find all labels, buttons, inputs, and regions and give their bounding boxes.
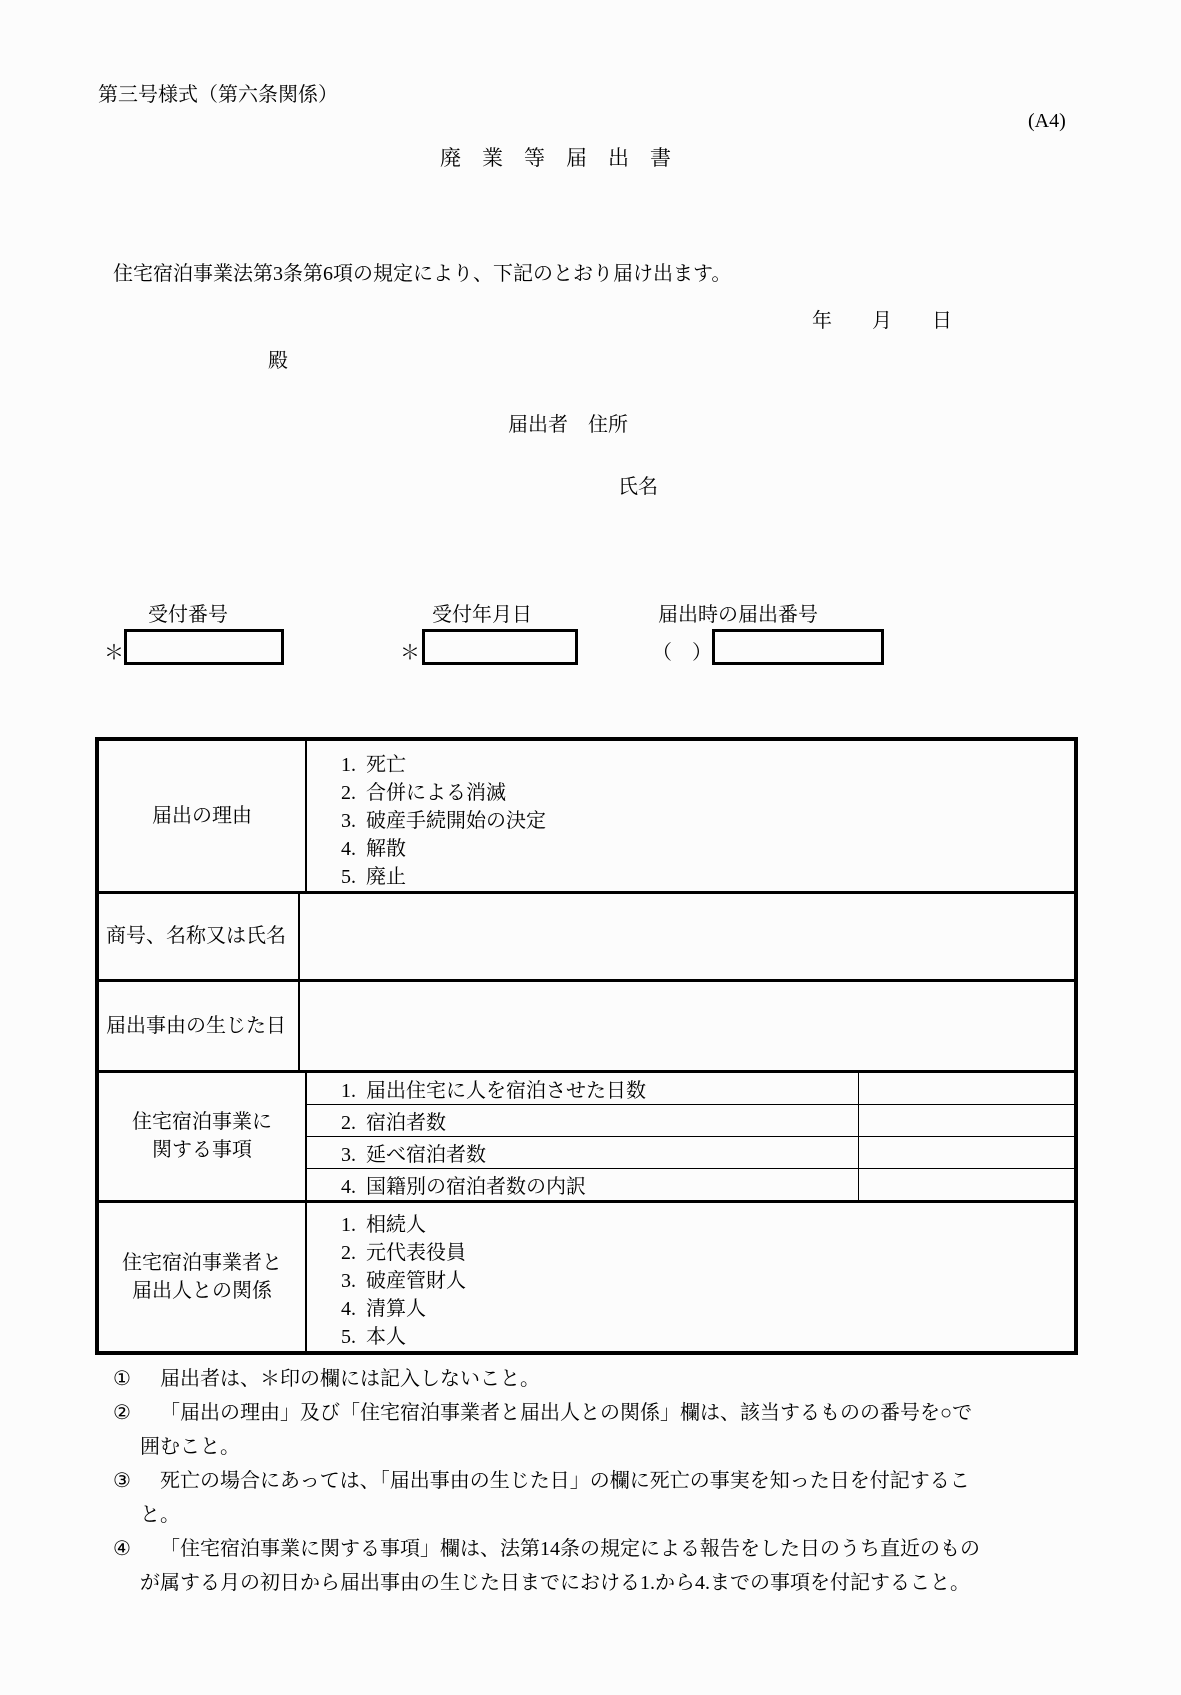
row-label-cause-date: 届出事由の生じた日 <box>99 982 300 1070</box>
note-3-marker: ③ <box>113 1470 131 1492</box>
reception-date-label: 受付年月日 <box>432 604 532 626</box>
relation-option-2[interactable]: 2. 元代表役員 <box>341 1242 466 1264</box>
reason-option-5[interactable]: 5. 廃止 <box>341 866 406 888</box>
relation-option-3[interactable]: 3. 破産管財人 <box>341 1270 466 1292</box>
row-label-lodging-matters-line2: 関する事項 <box>152 1139 252 1162</box>
row-label-lodging-matters-line1: 住宅宿泊事業に <box>132 1111 272 1134</box>
note-1-marker: ① <box>113 1368 131 1390</box>
reception-date-field[interactable] <box>422 629 578 665</box>
row-label-relation-line2: 届出人との関係 <box>132 1280 272 1302</box>
reception-number-field[interactable] <box>124 629 284 665</box>
cause-date-field[interactable] <box>300 982 1074 1070</box>
note-4-line-2: が属する月の初日から届出事由の生じた日までにおける1.から4.までの事項を付記すること。 <box>140 1572 970 1594</box>
lodging-item-1: 1. 届出住宅に人を宿泊させた日数 <box>341 1079 646 1102</box>
footnotes <box>113 1362 1020 1600</box>
page-title: 廃 業 等 届 出 書 <box>440 146 671 170</box>
table-row-cause-date <box>99 979 1074 1070</box>
note-2-line-1: 「届出の理由」及び「住宅宿泊事業者と届出人との関係」欄は、該当するものの番号を○で <box>160 1402 973 1424</box>
original-notification-number-label: 届出時の届出番号 <box>658 604 818 626</box>
reason-option-4[interactable]: 4. 解散 <box>341 838 406 860</box>
note-3-line-2: と。 <box>140 1504 180 1526</box>
reason-option-1[interactable]: 1. 死亡 <box>341 754 406 776</box>
asterisk-mark-1: ＊ <box>104 642 124 664</box>
intro-sentence: 住宅宿泊事業法第3条第6項の規定により、下記のとおり届け出ます。 <box>113 263 732 285</box>
lodging-subrow-1 <box>307 1073 1074 1104</box>
paper-size-label: (A4) <box>1028 110 1066 132</box>
form-table <box>95 737 1078 1355</box>
row-content-relation <box>307 1203 1074 1351</box>
note-1-line-1: 届出者は、＊印の欄には記入しないこと。 <box>160 1368 540 1390</box>
row-content-lodging-matters <box>307 1073 1074 1200</box>
row-label-trade-name: 商号、名称又は氏名 <box>99 894 300 979</box>
form-number: 第三号様式（第六条関係） <box>98 84 338 106</box>
note-4-marker: ④ <box>113 1538 131 1560</box>
lodging-subrow-2 <box>307 1104 1074 1136</box>
lodging-item-2: 2. 宿泊者数 <box>341 1111 446 1134</box>
table-row-trade-name <box>99 891 1074 979</box>
lodging-item-4: 4. 国籍別の宿泊者数の内訳 <box>341 1175 586 1198</box>
table-row-relation <box>99 1200 1074 1351</box>
reason-option-2[interactable]: 2. 合併による消滅 <box>341 782 506 804</box>
reason-option-3[interactable]: 3. 破産手続開始の決定 <box>341 810 546 832</box>
asterisk-mark-2: ＊ <box>400 642 420 664</box>
row-content-reason <box>307 741 1074 891</box>
lodging-value-1[interactable] <box>858 1073 1074 1104</box>
applicant-name-label: 氏名 <box>618 476 658 498</box>
row-label-reason: 届出の理由 <box>99 741 307 891</box>
original-notification-number-field[interactable] <box>712 629 884 665</box>
note-2-line-2: 囲むこと。 <box>140 1436 240 1458</box>
relation-option-5[interactable]: 5. 本人 <box>341 1326 406 1348</box>
table-row-lodging-matters <box>99 1070 1074 1200</box>
note-4 <box>113 1532 1020 1600</box>
lodging-value-4[interactable] <box>858 1169 1074 1200</box>
relation-option-4[interactable]: 4. 清算人 <box>341 1298 426 1320</box>
applicant-address-label: 届出者 住所 <box>508 414 628 436</box>
trade-name-field[interactable] <box>300 894 1074 979</box>
note-3-line-1: 死亡の場合にあっては、「届出事由の生じた日」の欄に死亡の事実を知った日を付記するこ <box>160 1470 970 1492</box>
note-2-marker: ② <box>113 1402 131 1424</box>
lodging-value-3[interactable] <box>858 1137 1074 1168</box>
addressee-suffix: 殿 <box>268 350 288 372</box>
reception-number-label: 受付番号 <box>148 604 228 626</box>
relation-option-1[interactable]: 1. 相続人 <box>341 1214 426 1236</box>
row-label-relation-line1: 住宅宿泊事業者と <box>122 1252 282 1274</box>
parentheses-mark: （ ） <box>652 642 712 664</box>
date-line: 年 月 日 <box>812 310 952 332</box>
note-1 <box>113 1362 1020 1396</box>
lodging-subrow-3 <box>307 1136 1074 1168</box>
note-2 <box>113 1396 1020 1464</box>
lodging-item-3: 3. 延べ宿泊者数 <box>341 1143 486 1166</box>
lodging-subrow-4 <box>307 1168 1074 1200</box>
note-4-line-1: 「住宅宿泊事業に関する事項」欄は、法第14条の規定による報告をした日のうち直近のもの <box>160 1538 980 1560</box>
lodging-value-2[interactable] <box>858 1105 1074 1136</box>
row-label-relation <box>99 1203 307 1351</box>
table-row-reason <box>99 741 1074 891</box>
row-label-lodging-matters <box>99 1073 307 1200</box>
note-3 <box>113 1464 1020 1532</box>
